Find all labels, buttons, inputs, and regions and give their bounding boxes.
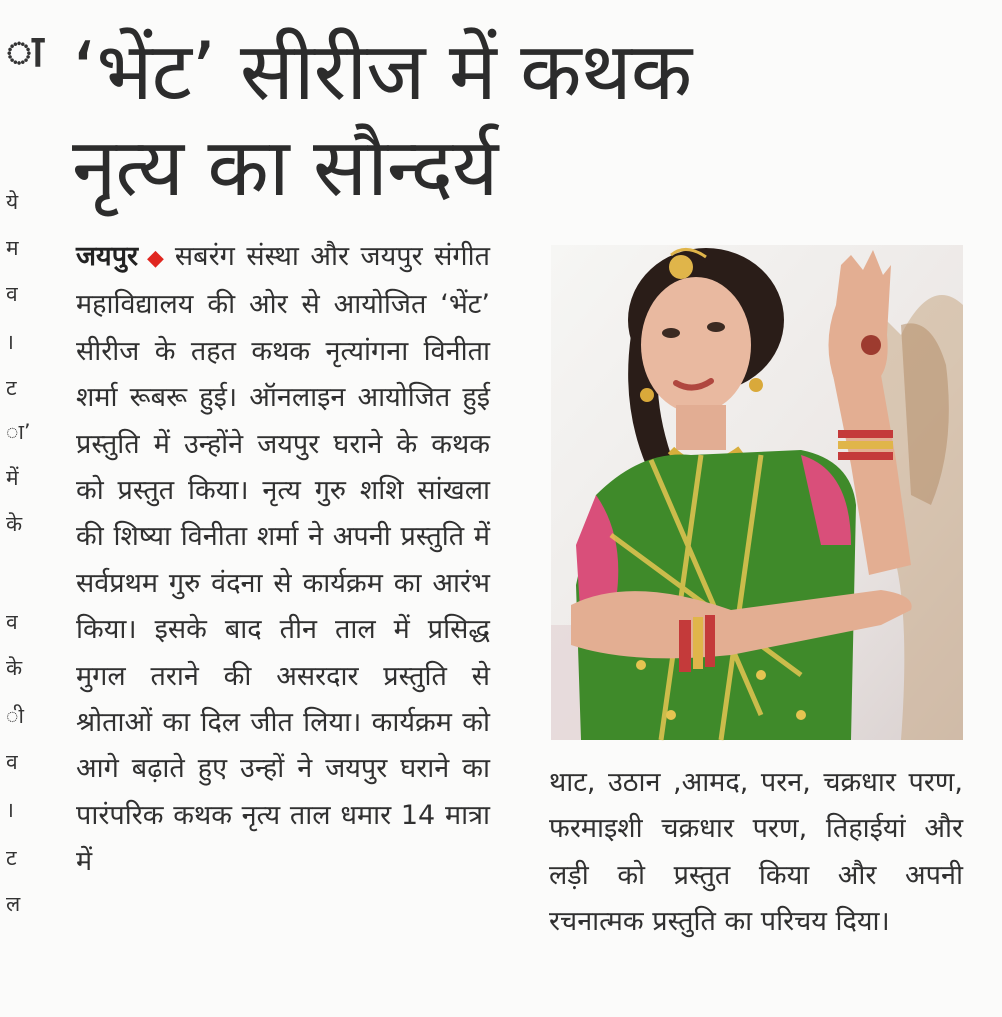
headline bbox=[72, 24, 972, 216]
edge-fragment: ी bbox=[6, 704, 24, 728]
edge-fragment: व bbox=[6, 282, 18, 306]
article-body-right-column: थाट, उठान ,आमद, परन, चक्रधार परण, फरमाइशी चक्रधार परण, तिहाईयां और लड़ी को प्रस्तुत किया और अपनी रचनात्मक प्रस्तुति का परिचय दिया। bbox=[549, 767, 963, 938]
headline-line-1: ‘भेंट’ सीरीज में कथक bbox=[72, 25, 692, 118]
edge-fragment: व bbox=[6, 610, 18, 634]
article-text-left: सबरंग संस्था और जयपुर संगीत महाविद्यालय की ओर से आयोजित ‘भेंट’ सीरीज के तहत कथक नृत्यांगना विनीता शर्मा रूबरू हुई। ऑनलाइन आयोजित हुई प्रस्तुति में उन्होंने जयपुर घराने के कथक को प्रस्तुत किया। नृत्य गुरु शशि सांखला की शिष्या विनीता शर्मा ने अपनी प्रस्तुति में सर्वप्रथम गुरु वंदना से कार्यक्रम का आरंभ किया। इसके बाद तीन ताल में प्रसिद्ध मुगल तराने की असरदार प्रस्तुति से श्रोताओं का दिल जीत लिया। कार्यक्रम को आगे बढ़ाते हुए उन्हों ने जयपुर घराने का पारंपरिक कथक नृत्य ताल धमार 14 मात्रा में bbox=[76, 241, 490, 878]
edge-fragment: ट bbox=[6, 846, 17, 870]
adjacent-column-fragment bbox=[0, 0, 44, 1017]
edge-fragment: ट bbox=[6, 376, 17, 400]
edge-fragment: व bbox=[6, 750, 18, 774]
edge-fragment: ा bbox=[6, 26, 44, 77]
edge-fragment: के bbox=[6, 512, 23, 536]
dateline: जयपुर bbox=[76, 241, 139, 272]
edge-fragment: ये bbox=[6, 190, 19, 214]
headline-line-2: नृत्य का सौन्दर्य bbox=[72, 121, 498, 214]
edge-fragment: के bbox=[6, 656, 23, 680]
kathak-dancer-photo bbox=[551, 245, 963, 740]
edge-fragment: । bbox=[6, 798, 14, 822]
edge-fragment: ा’ bbox=[6, 420, 31, 444]
article-body-left-column bbox=[76, 234, 490, 886]
edge-fragment: । bbox=[6, 330, 14, 354]
edge-fragment: म bbox=[6, 236, 19, 260]
dateline-diamond-icon: ◆ bbox=[144, 246, 167, 271]
edge-fragment: में bbox=[6, 466, 19, 490]
edge-fragment: ल bbox=[6, 892, 21, 916]
